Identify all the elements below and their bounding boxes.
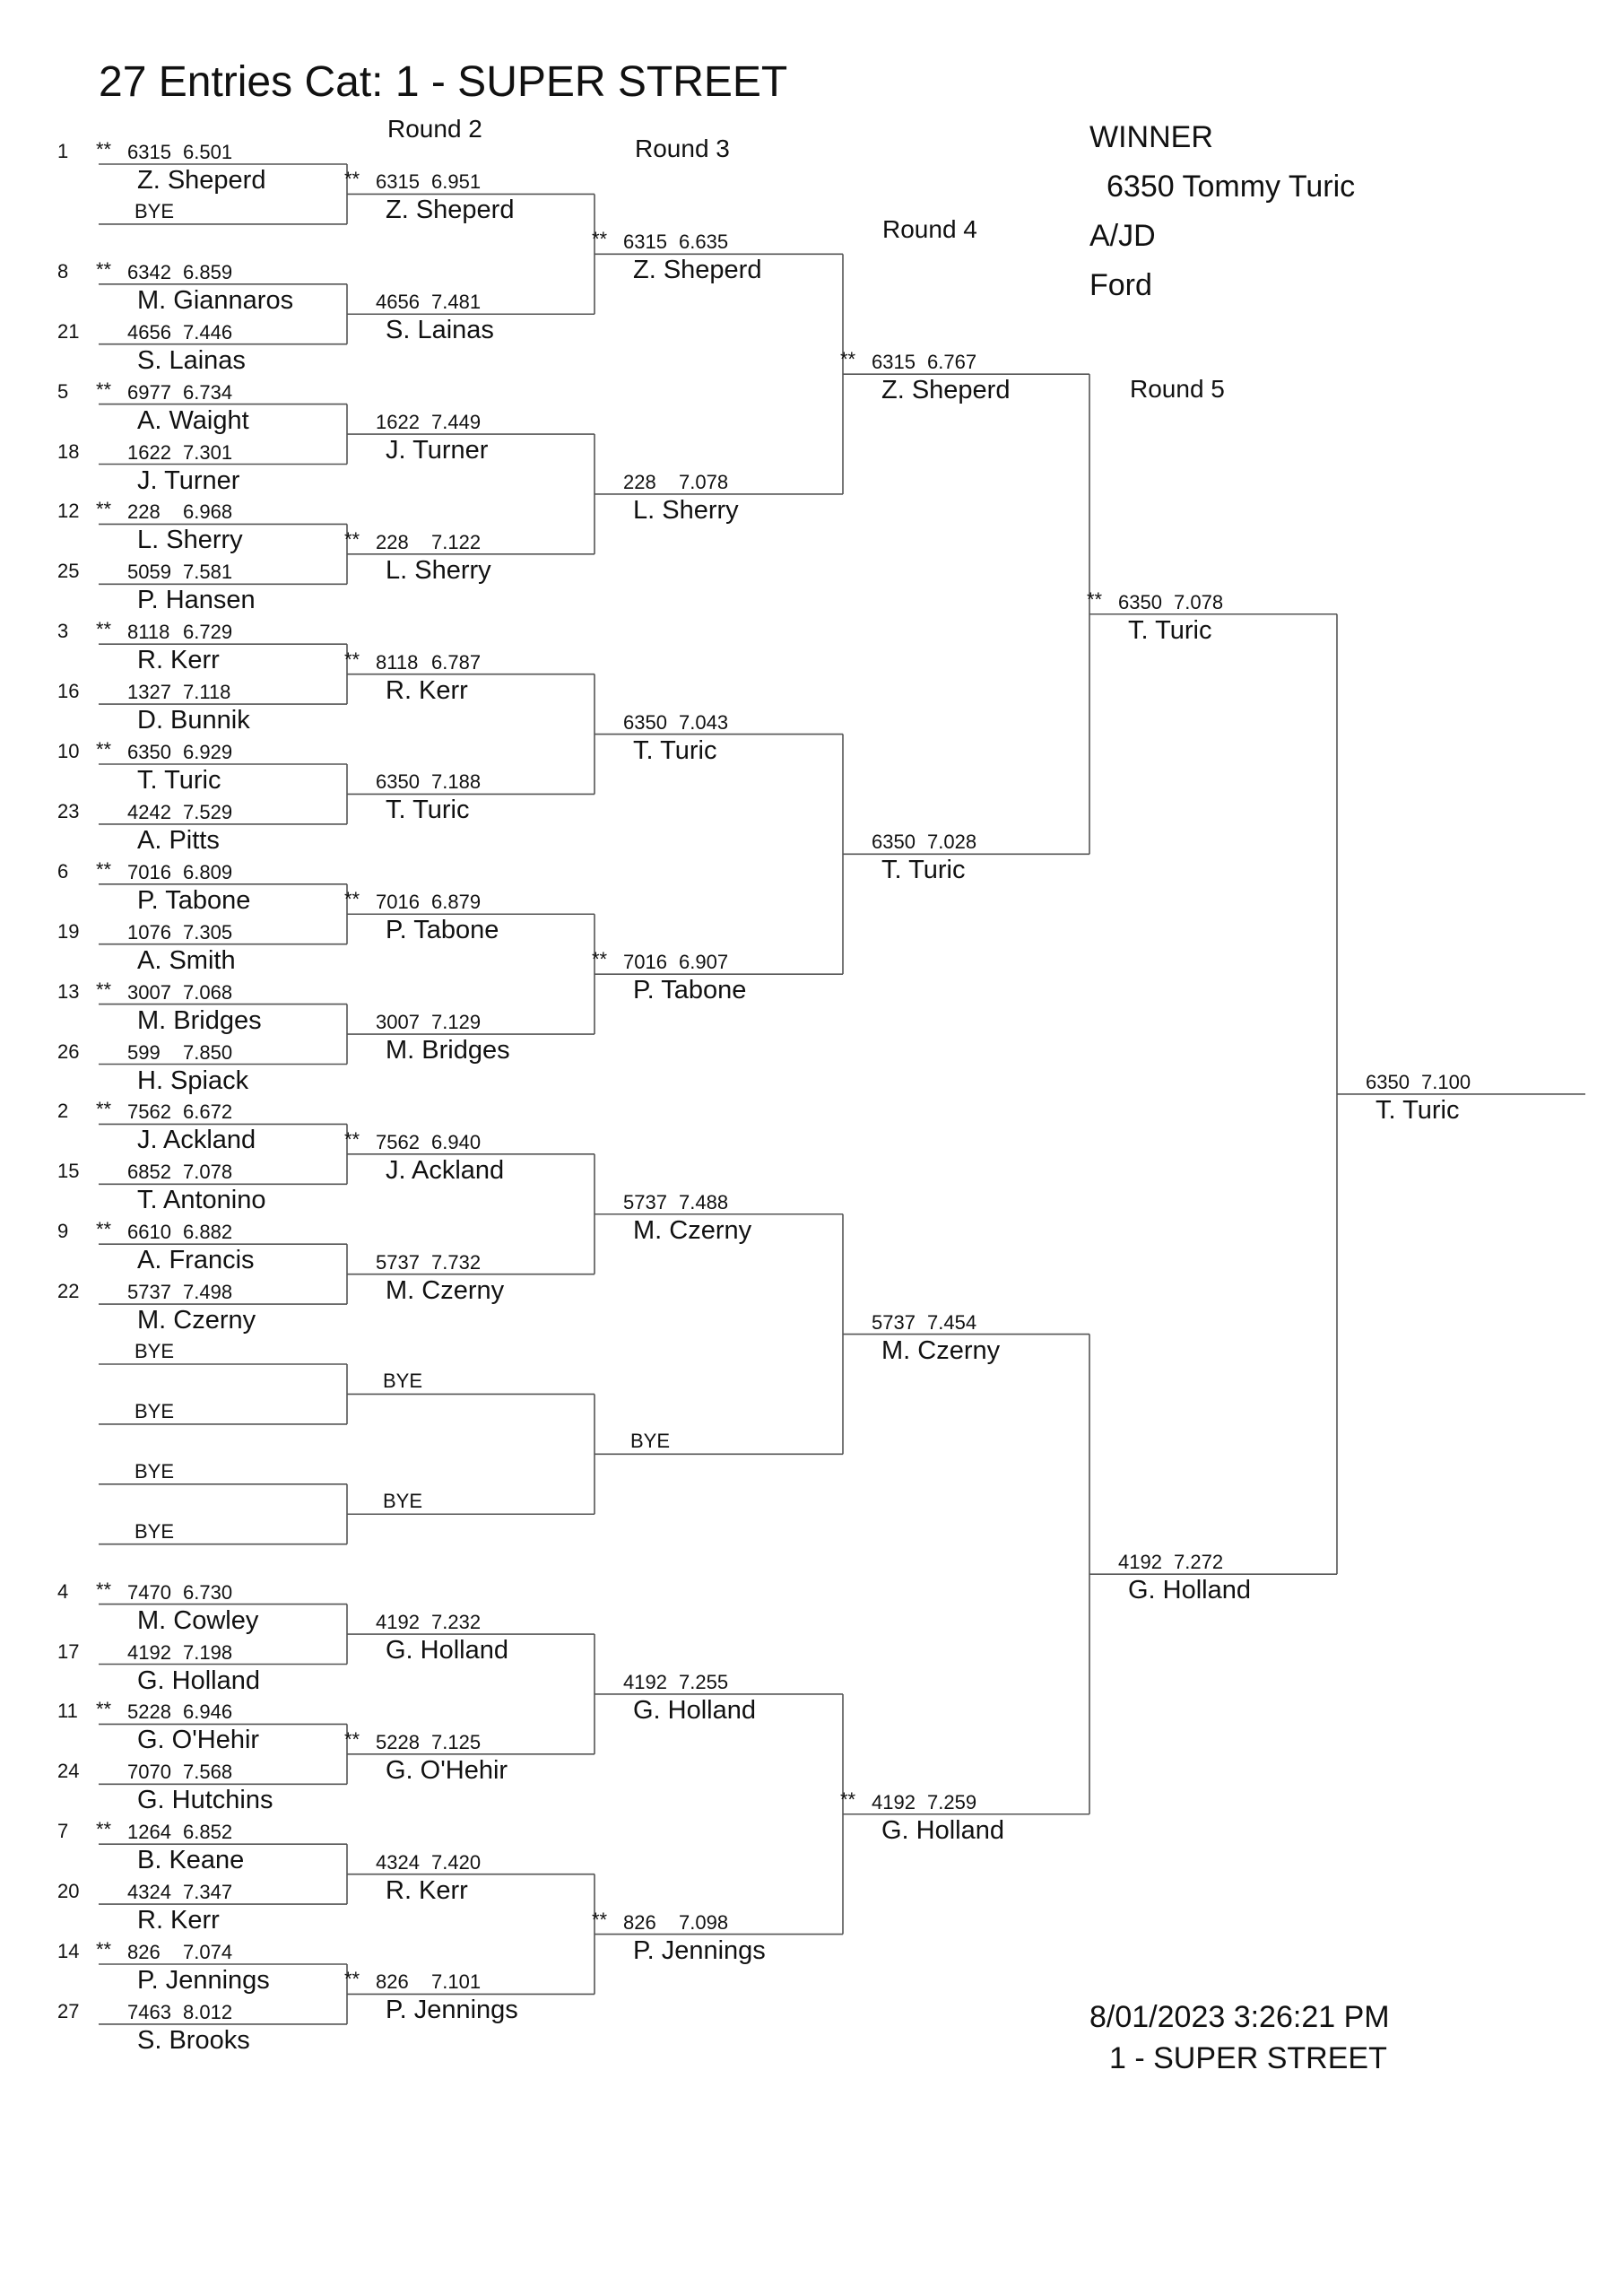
seed-number: 15 xyxy=(57,1160,80,1183)
car-number: 4324 xyxy=(127,1881,171,1904)
elapsed-time: 7.101 xyxy=(431,1970,482,1994)
seed-number: 22 xyxy=(57,1280,80,1303)
seed-number: 2 xyxy=(57,1100,69,1123)
racer-name: S. Lainas xyxy=(386,316,494,345)
car-number: 6342 xyxy=(127,260,171,283)
car-number: 6977 xyxy=(127,380,171,404)
car-number: 1076 xyxy=(127,920,171,944)
car-number: 228 xyxy=(127,500,161,524)
winner-label: WINNER xyxy=(1089,120,1213,154)
racer-name: D. Bunnik xyxy=(137,706,250,735)
elapsed-time: 7.347 xyxy=(183,1881,233,1904)
racer-name: A. Francis xyxy=(137,1246,255,1275)
racer-name: R. Kerr xyxy=(386,1875,468,1905)
elapsed-time: 7.449 xyxy=(431,411,482,434)
car-number: 6315 xyxy=(623,230,667,254)
racer-name: Z. Sheperd xyxy=(633,256,762,285)
racer-name: P. Tabone xyxy=(386,916,499,945)
qualifier-mark: ** xyxy=(96,1218,112,1241)
racer-name: M. Bridges xyxy=(137,1005,262,1035)
racer-name: M. Giannaros xyxy=(137,285,294,315)
round-3-header: Round 3 xyxy=(635,135,730,162)
qualifier-mark: ** xyxy=(344,648,360,671)
car-number: 826 xyxy=(623,1910,656,1934)
racer-name: J. Ackland xyxy=(137,1126,256,1155)
car-number: 5737 xyxy=(872,1310,916,1334)
racer-name: T. Turic xyxy=(881,856,966,885)
page-title: 27 Entries Cat: 1 - SUPER STREET xyxy=(99,58,788,106)
car-number: 826 xyxy=(127,1941,161,1963)
racer-name: T. Turic xyxy=(1376,1095,1460,1125)
car-number: 3007 xyxy=(127,980,171,1004)
racer-name: M. Cowley xyxy=(137,1605,259,1635)
car-number: 228 xyxy=(623,470,656,493)
elapsed-time: 7.074 xyxy=(183,1941,233,1963)
car-number: 1622 xyxy=(127,440,171,464)
racer-name: G. O'Hehir xyxy=(386,1755,508,1785)
seed-number: 25 xyxy=(57,560,80,583)
car-number: 5737 xyxy=(623,1190,667,1213)
car-number: 7016 xyxy=(376,891,420,914)
elapsed-time: 7.078 xyxy=(183,1161,233,1184)
racer-name: H. Spiack xyxy=(137,1065,249,1095)
car-number: 7562 xyxy=(127,1100,171,1124)
elapsed-time: 6.730 xyxy=(183,1580,233,1604)
car-number: 3007 xyxy=(376,1011,420,1034)
car-number: 599 xyxy=(127,1040,161,1064)
qualifier-mark: ** xyxy=(344,888,360,911)
car-number: 5737 xyxy=(376,1250,420,1274)
seed-number: 16 xyxy=(57,680,80,703)
seed-number: 18 xyxy=(57,439,80,463)
elapsed-time: 6.635 xyxy=(679,230,729,254)
qualifier-mark: ** xyxy=(96,257,112,281)
seed-number: 4 xyxy=(57,1579,69,1603)
racer-name: P. Hansen xyxy=(137,586,256,615)
elapsed-time: 7.129 xyxy=(431,1011,482,1034)
qualifier-mark: ** xyxy=(1087,587,1103,611)
racer-name: B. Keane xyxy=(137,1846,245,1875)
elapsed-time: 7.446 xyxy=(183,320,233,344)
elapsed-time: 7.028 xyxy=(927,831,977,854)
elapsed-time: 6.787 xyxy=(431,650,482,674)
car-number: 1327 xyxy=(127,681,171,704)
seed-number: 19 xyxy=(57,919,80,943)
car-number: 5228 xyxy=(376,1730,420,1753)
elapsed-time: 6.767 xyxy=(927,351,977,374)
racer-name: T. Antonino xyxy=(137,1186,266,1215)
racer-name: S. Brooks xyxy=(137,2025,250,2055)
elapsed-time: 7.732 xyxy=(431,1250,482,1274)
elapsed-time: 7.232 xyxy=(431,1611,482,1634)
elapsed-time: 7.568 xyxy=(183,1761,233,1784)
seed-number: 10 xyxy=(57,740,80,762)
car-number: 5228 xyxy=(127,1700,171,1724)
seed-number: 12 xyxy=(57,500,80,523)
elapsed-time: 6.734 xyxy=(183,380,233,404)
seed-number: 14 xyxy=(57,1940,80,1962)
racer-name: T. Turic xyxy=(1128,615,1212,645)
racer-name: M. Czerny xyxy=(137,1306,256,1335)
qualifier-mark: ** xyxy=(96,378,112,401)
qualifier-mark: ** xyxy=(592,228,608,251)
elapsed-time: 7.118 xyxy=(183,681,231,704)
racer-name: G. O'Hehir xyxy=(137,1726,260,1755)
elapsed-time: 7.272 xyxy=(1174,1551,1224,1574)
car-number: 1264 xyxy=(127,1821,171,1844)
seed-number: 6 xyxy=(57,859,69,883)
car-number: 6350 xyxy=(1366,1070,1410,1093)
car-number: 1622 xyxy=(376,411,420,434)
racer-name: R. Kerr xyxy=(137,646,220,675)
elapsed-time: 6.940 xyxy=(431,1130,482,1153)
footer-category: 1 - SUPER STREET xyxy=(1109,2041,1387,2075)
qualifier-mark: ** xyxy=(344,1127,360,1151)
elapsed-time: 7.498 xyxy=(183,1281,233,1304)
car-number: 4192 xyxy=(872,1790,916,1813)
elapsed-time: 6.672 xyxy=(183,1100,233,1124)
qualifier-mark: ** xyxy=(840,348,856,371)
racer-name: Z. Sheperd xyxy=(137,166,266,195)
car-number: 4192 xyxy=(127,1640,171,1664)
racer-name: G. Hutchins xyxy=(137,1786,273,1815)
bye-label: BYE xyxy=(135,1519,175,1543)
qualifier-mark: ** xyxy=(96,1938,112,1961)
qualifier-mark: ** xyxy=(96,857,112,881)
racer-name: A. Smith xyxy=(137,945,236,975)
car-number: 6315 xyxy=(127,141,171,163)
seed-number: 23 xyxy=(57,799,80,822)
elapsed-time: 8.012 xyxy=(183,2000,233,2023)
qualifier-mark: ** xyxy=(592,948,608,971)
footer-timestamp: 8/01/2023 3:26:21 PM xyxy=(1089,2000,1390,2034)
winner-class: A/JD xyxy=(1089,219,1156,253)
seed-number: 21 xyxy=(57,319,80,343)
car-number: 7463 xyxy=(127,2000,171,2023)
racer-name: M. Czerny xyxy=(881,1335,1001,1365)
elapsed-time: 7.198 xyxy=(183,1640,233,1664)
seed-number: 1 xyxy=(57,140,69,162)
racer-name: T. Turic xyxy=(633,735,717,765)
car-number: 5737 xyxy=(127,1281,171,1304)
car-number: 5059 xyxy=(127,561,171,584)
elapsed-time: 7.481 xyxy=(431,291,482,314)
qualifier-mark: ** xyxy=(96,978,112,1001)
qualifier-mark: ** xyxy=(344,1968,360,1991)
bye-label: BYE xyxy=(383,1490,423,1513)
racer-name: L. Sherry xyxy=(633,495,739,525)
qualifier-mark: ** xyxy=(96,1098,112,1121)
elapsed-time: 7.188 xyxy=(431,770,482,794)
qualifier-mark: ** xyxy=(96,498,112,521)
racer-name: L. Sherry xyxy=(137,526,243,555)
car-number: 4192 xyxy=(623,1670,667,1693)
car-number: 6350 xyxy=(623,710,667,734)
bye-label: BYE xyxy=(135,1340,175,1362)
racer-name: M. Czerny xyxy=(386,1275,505,1305)
elapsed-time: 6.729 xyxy=(183,621,233,644)
car-number: 8118 xyxy=(376,650,419,674)
racer-name: G. Holland xyxy=(137,1665,261,1695)
round-4-header: Round 4 xyxy=(882,215,977,243)
racer-name: G. Holland xyxy=(386,1636,509,1665)
seed-number: 11 xyxy=(57,1700,78,1723)
elapsed-time: 6.501 xyxy=(183,141,233,163)
qualifier-mark: ** xyxy=(96,1578,112,1601)
car-number: 6610 xyxy=(127,1221,171,1244)
elapsed-time: 6.907 xyxy=(679,951,729,974)
elapsed-time: 7.122 xyxy=(431,530,482,553)
racer-name: P. Tabone xyxy=(137,885,251,915)
racer-name: P. Tabone xyxy=(633,976,747,1005)
elapsed-time: 7.043 xyxy=(679,710,729,734)
elapsed-time: 7.305 xyxy=(183,920,233,944)
elapsed-time: 6.879 xyxy=(431,891,482,914)
car-number: 6350 xyxy=(376,770,420,794)
elapsed-time: 7.488 xyxy=(679,1190,729,1213)
elapsed-time: 7.850 xyxy=(183,1040,233,1064)
car-number: 8118 xyxy=(127,621,170,644)
elapsed-time: 7.255 xyxy=(679,1670,729,1693)
bye-label: BYE xyxy=(630,1430,671,1453)
racer-name: Z. Sheperd xyxy=(386,196,515,225)
elapsed-time: 7.100 xyxy=(1421,1070,1471,1093)
elapsed-time: 6.809 xyxy=(183,860,233,883)
racer-name: L. Sherry xyxy=(386,555,491,585)
elapsed-time: 7.098 xyxy=(679,1910,729,1934)
racer-name: A. Pitts xyxy=(137,825,220,855)
elapsed-time: 6.951 xyxy=(431,170,482,194)
elapsed-time: 6.946 xyxy=(183,1700,233,1724)
elapsed-time: 6.929 xyxy=(183,741,233,763)
seed-number: 27 xyxy=(57,1999,80,2022)
car-number: 7070 xyxy=(127,1761,171,1784)
qualifier-mark: ** xyxy=(592,1908,608,1931)
racer-name: G. Holland xyxy=(1128,1576,1252,1605)
elapsed-time: 7.125 xyxy=(431,1730,482,1753)
car-number: 4656 xyxy=(127,320,171,344)
elapsed-time: 6.859 xyxy=(183,260,233,283)
qualifier-mark: ** xyxy=(840,1787,856,1811)
seed-number: 26 xyxy=(57,1039,80,1063)
qualifier-mark: ** xyxy=(96,138,112,161)
racer-name: P. Jennings xyxy=(137,1966,270,1995)
racer-name: T. Turic xyxy=(386,796,470,825)
elapsed-time: 7.301 xyxy=(183,440,233,464)
seed-number: 13 xyxy=(57,979,80,1003)
car-number: 6852 xyxy=(127,1161,171,1184)
bye-label: BYE xyxy=(135,1459,175,1483)
seed-number: 9 xyxy=(57,1220,69,1243)
elapsed-time: 6.968 xyxy=(183,500,233,524)
car-number: 4324 xyxy=(376,1850,420,1874)
seed-number: 17 xyxy=(57,1639,80,1663)
elapsed-time: 7.078 xyxy=(1174,590,1224,613)
racer-name: G. Holland xyxy=(881,1815,1005,1845)
seed-number: 8 xyxy=(57,259,69,283)
racer-name: P. Jennings xyxy=(386,1996,518,2025)
elapsed-time: 6.852 xyxy=(183,1821,233,1844)
qualifier-mark: ** xyxy=(344,1727,360,1751)
car-number: 826 xyxy=(376,1970,409,1994)
round-5-header: Round 5 xyxy=(1130,375,1225,403)
round-2-header: Round 2 xyxy=(387,115,482,143)
racer-name: G. Holland xyxy=(633,1695,757,1725)
car-number: 7470 xyxy=(127,1580,171,1604)
car-number: 7016 xyxy=(623,951,667,974)
car-number: 6315 xyxy=(872,351,916,374)
car-number: 4242 xyxy=(127,800,171,823)
qualifier-mark: ** xyxy=(344,527,360,551)
racer-name: R. Kerr xyxy=(137,1906,220,1935)
seed-number: 5 xyxy=(57,379,69,403)
qualifier-mark: ** xyxy=(96,1818,112,1841)
elapsed-time: 7.259 xyxy=(927,1790,977,1813)
elapsed-time: 7.078 xyxy=(679,470,729,493)
seed-number: 20 xyxy=(57,1880,80,1903)
racer-name: P. Jennings xyxy=(633,1935,766,1965)
racer-name: Z. Sheperd xyxy=(881,376,1011,405)
elapsed-time: 7.581 xyxy=(183,561,233,584)
car-number: 6350 xyxy=(1118,590,1162,613)
seed-number: 3 xyxy=(57,620,69,643)
racer-name: J. Ackland xyxy=(386,1155,505,1185)
car-number: 6350 xyxy=(127,741,171,763)
qualifier-mark: ** xyxy=(96,738,112,761)
racer-name: M. Bridges xyxy=(386,1036,510,1065)
car-number: 7562 xyxy=(376,1130,420,1153)
seed-number: 7 xyxy=(57,1820,69,1843)
bye-label: BYE xyxy=(383,1370,423,1393)
racer-name: S. Lainas xyxy=(137,345,246,375)
winner-make: Ford xyxy=(1089,268,1152,302)
qualifier-mark: ** xyxy=(96,618,112,641)
winner-line: 6350 Tommy Turic xyxy=(1107,170,1356,204)
elapsed-time: 7.068 xyxy=(183,980,233,1004)
bye-label: BYE xyxy=(135,1399,175,1422)
elapsed-time: 7.420 xyxy=(431,1850,482,1874)
car-number: 228 xyxy=(376,530,409,553)
racer-name: T. Turic xyxy=(137,766,221,795)
racer-name: M. Czerny xyxy=(633,1215,752,1245)
racer-name: J. Turner xyxy=(137,465,240,495)
racer-name: J. Turner xyxy=(386,436,489,465)
car-number: 6350 xyxy=(872,831,916,854)
bye-label: BYE xyxy=(135,199,175,222)
qualifier-mark: ** xyxy=(344,168,360,191)
qualifier-mark: ** xyxy=(96,1698,112,1721)
car-number: 7016 xyxy=(127,860,171,883)
car-number: 4192 xyxy=(376,1611,420,1634)
elapsed-time: 7.529 xyxy=(183,800,233,823)
racer-name: A. Waight xyxy=(137,405,249,435)
elapsed-time: 7.454 xyxy=(927,1310,977,1334)
racer-name: R. Kerr xyxy=(386,675,468,705)
car-number: 4192 xyxy=(1118,1551,1162,1574)
seed-number: 24 xyxy=(57,1760,80,1783)
car-number: 4656 xyxy=(376,291,420,314)
elapsed-time: 6.882 xyxy=(183,1221,233,1244)
car-number: 6315 xyxy=(376,170,420,194)
